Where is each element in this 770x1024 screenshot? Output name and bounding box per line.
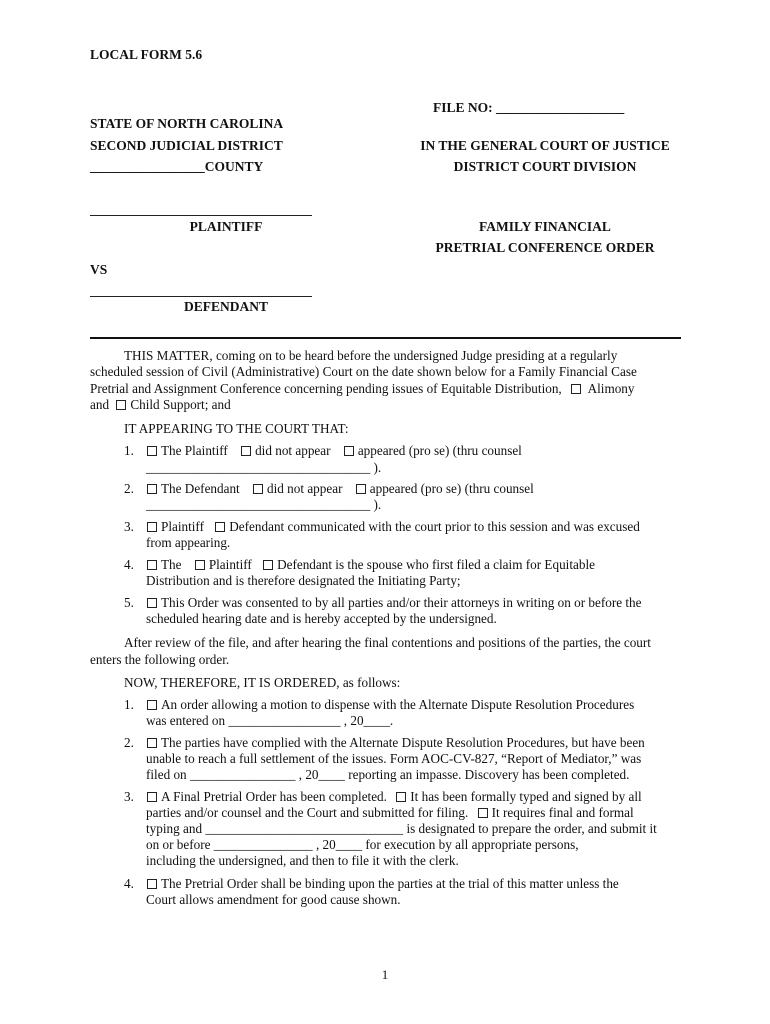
appearing-item-3 [146, 519, 640, 535]
child-support-checkbox[interactable] [116, 400, 126, 410]
requires-typing-checkbox[interactable] [478, 808, 488, 818]
adr-complied-checkbox[interactable] [147, 738, 157, 748]
defendant-signature-line [90, 296, 312, 297]
appearing-item-4-line-2: Distribution and is therefore designated the Initiating Party; [146, 573, 461, 588]
intro-line-4-text: and [90, 397, 110, 412]
title-line-1: FAMILY FINANCIAL [479, 219, 611, 234]
ordered-item-2-number: 2. [124, 735, 134, 750]
vs-label: VS [90, 262, 108, 277]
ordered-item-4-number: 4. [124, 876, 134, 891]
item3-plaintiff-label: Plaintiff [161, 519, 204, 534]
header-divider [90, 337, 681, 339]
court-label: IN THE GENERAL COURT OF JUSTICE [420, 138, 670, 153]
requires-typing-label: It requires final and formal [491, 805, 634, 820]
plaintiff-appeared-checkbox[interactable] [344, 446, 354, 456]
appearing-heading: IT APPEARING TO THE COURT THAT: [124, 421, 349, 436]
appearing-item-5-line-2: scheduled hearing date and is hereby accepted by the undersigned. [146, 611, 497, 626]
defendant-did-not-appear-label: did not appear [267, 481, 343, 496]
state-label: STATE OF NORTH CAROLINA [90, 116, 284, 131]
appearing-item-5 [146, 595, 641, 611]
ordered-item-4-text: The Pretrial Order shall be binding upon the parties at the trial of this matter unless the [161, 876, 619, 891]
appearing-item-1 [146, 443, 522, 459]
child-support-label: Child Support; and [130, 397, 231, 412]
defendant-appeared-label: appeared (pro se) (thru counsel [369, 481, 534, 496]
ordered-item-1-line-2[interactable]: was entered on _________________ , 20____. [146, 713, 394, 728]
appearing-item-1-number: 1. [124, 443, 134, 458]
alimony-label: Alimony [587, 381, 635, 396]
file-number: FILE NO: ___________________ [433, 100, 625, 115]
item4-plaintiff-label: Plaintiff [208, 557, 252, 572]
item4-the-checkbox[interactable] [147, 560, 157, 570]
final-pretrial-order-label: A Final Pretrial Order has been completed. [161, 789, 387, 804]
ordered-item-1-number: 1. [124, 697, 134, 712]
plaintiff-did-not-appear-label: did not appear [255, 443, 331, 458]
defendant-did-not-appear-checkbox[interactable] [253, 484, 263, 494]
ordered-item-3-line-2-text: parties and/or counsel and the Court and submitted for filing. [146, 805, 469, 820]
item4-plaintiff-checkbox[interactable] [195, 560, 205, 570]
formally-typed-checkbox[interactable] [396, 792, 406, 802]
ordered-item-4 [146, 876, 619, 892]
ordered-item-1-text: An order allowing a motion to dispense with the Alternate Dispute Resolution Procedures [161, 697, 635, 712]
intro-line-1: THIS MATTER, coming on to be heard before the undersigned Judge presiding at a regularly [124, 348, 618, 363]
ordered-item-2 [146, 735, 645, 751]
defendant-label: DEFENDANT [183, 299, 268, 314]
item4-defendant-label: Defendant is the spouse who first filed a claim for Equitable [277, 557, 595, 572]
item3-defendant-label: Defendant communicated with the court prior to this session and was excused [229, 519, 640, 534]
ordered-item-2-line-2: unable to reach a full settlement of the issues. Form AOC-CV-827, “Report of Mediator,” was [146, 751, 642, 766]
district-label: SECOND JUDICIAL DISTRICT [90, 138, 283, 153]
page-number: 1 [381, 967, 389, 982]
ordered-item-1 [146, 697, 634, 713]
ordered-item-3-line-4[interactable]: on or before _______________ , 20____ for execution by all appropriate persons, [146, 837, 579, 852]
ordered-item-3-line-3[interactable]: typing and ______________________________ is designated to prepare the order, and submit it [146, 821, 657, 836]
consent-checkbox[interactable] [147, 598, 157, 608]
intro-line-3-text: Pretrial and Assignment Conference concerning pending issues of Equitable Distribution, [90, 381, 562, 396]
plaintiff-appeared-label: appeared (pro se) (thru counsel [357, 443, 522, 458]
adr-dispensed-checkbox[interactable] [147, 700, 157, 710]
formally-typed-label: It has been formally typed and signed by all [410, 789, 642, 804]
appearing-item-2-number: 2. [124, 481, 134, 496]
appearing-item-2 [146, 481, 534, 497]
title-line-2: PRETRIAL CONFERENCE ORDER [435, 240, 655, 255]
ordered-item-3 [146, 789, 642, 805]
plaintiff-signature-line [90, 215, 312, 216]
item4-the-label: The [161, 557, 182, 572]
county-label: _________________COUNTY [90, 159, 264, 174]
alimony-checkbox[interactable] [571, 384, 581, 394]
ordered-item-3-line-2 [146, 805, 634, 821]
item3-plaintiff-checkbox[interactable] [147, 522, 157, 532]
plaintiff-checkbox[interactable] [147, 446, 157, 456]
ordered-item-4-line-2: Court allows amendment for good cause shown. [146, 892, 401, 907]
defendant-checkbox[interactable] [147, 484, 157, 494]
consent-label: This Order was consented to by all parties and/or their attorneys in writing on or before the [161, 595, 642, 610]
appearing-item-5-number: 5. [124, 595, 134, 610]
ordered-heading: NOW, THEREFORE, IT IS ORDERED, as follows: [124, 675, 401, 690]
plaintiff-did-not-appear-checkbox[interactable] [241, 446, 251, 456]
after-review-line-1: After review of the file, and after hearing the final contentions and positions of the parties, the court [124, 635, 651, 650]
after-review-line-2: enters the following order. [90, 652, 230, 667]
final-pretrial-order-checkbox[interactable] [147, 792, 157, 802]
binding-order-checkbox[interactable] [147, 879, 157, 889]
ordered-item-3-number: 3. [124, 789, 134, 804]
appearing-item-4-number: 4. [124, 557, 134, 572]
intro-line-3 [90, 381, 634, 397]
item4-defendant-checkbox[interactable] [263, 560, 273, 570]
ordered-item-3-line-5: including the undersigned, and then to file it with the clerk. [146, 853, 459, 868]
plaintiff-option-label: The Plaintiff [161, 443, 228, 458]
form-label: LOCAL FORM 5.6 [90, 47, 203, 62]
defendant-option-label: The Defendant [161, 481, 240, 496]
intro-line-2: scheduled session of Civil (Administrative) Court on the date shown below for a Family Financial Case [90, 364, 637, 379]
appearing-item-3-line-2: from appearing. [146, 535, 231, 550]
plaintiff-counsel-line[interactable]: __________________________________ ). [146, 460, 382, 475]
appearing-item-3-number: 3. [124, 519, 134, 534]
ordered-item-2-text: The parties have complied with the Alternate Dispute Resolution Procedures, but have been [161, 735, 645, 750]
intro-line-4 [90, 397, 231, 413]
plaintiff-label: PLAINTIFF [189, 219, 263, 234]
defendant-appeared-checkbox[interactable] [356, 484, 366, 494]
appearing-item-4 [146, 557, 595, 573]
ordered-item-2-line-3[interactable]: filed on ________________ , 20____ reporting an impasse. Discovery has been completed. [146, 767, 630, 782]
defendant-counsel-line[interactable]: __________________________________ ). [146, 497, 382, 512]
item3-defendant-checkbox[interactable] [215, 522, 225, 532]
division-label: DISTRICT COURT DIVISION [453, 159, 637, 174]
